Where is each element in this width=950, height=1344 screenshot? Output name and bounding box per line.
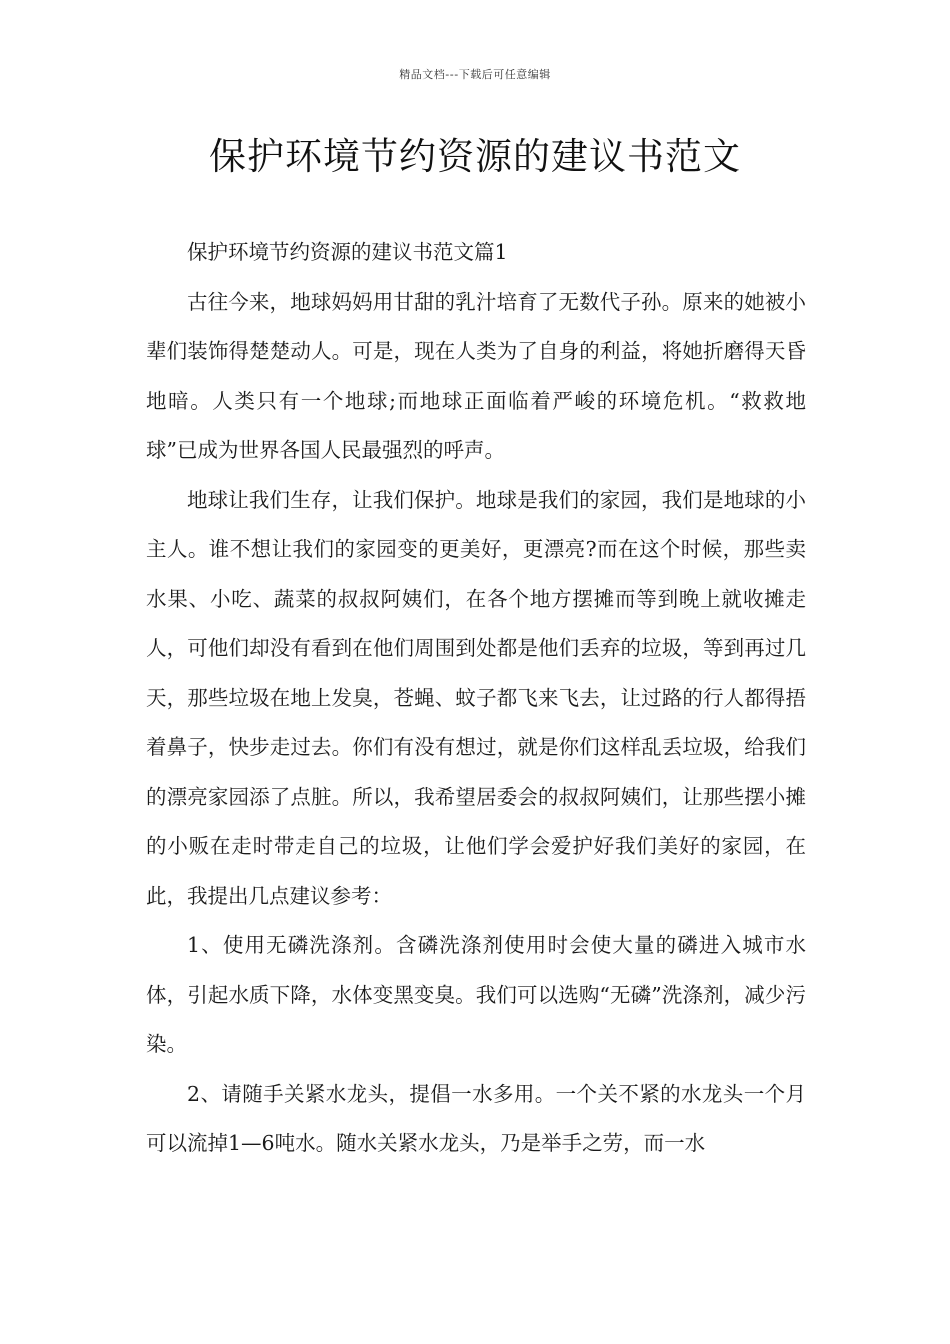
paragraph: 古往今来，地球妈妈用甘甜的乳汁培育了无数代子孙。原来的她被小辈们装饰得楚楚动人。可是，现在人类为了自身的利益，将她折磨得天昏地暗。人类只有一个地球;而地球正面临着严峻的环境危机。“救救地球”已成为世界各国人民最强烈的呼声。 [146, 289, 806, 462]
paragraph: 2、请随手关紧水龙头，提倡一水多用。一个关不紧的水龙头一个月可以流掉1—6吨水。随水关紧水龙头，乃是举手之劳，而一水 [146, 1081, 806, 1155]
paragraph: 1、使用无磷洗涤剂。含磷洗涤剂使用时会使大量的磷进入城市水体，引起水质下降，水体变黑变臭。我们可以选购“无磷”洗涤剂，减少污染。 [146, 933, 806, 1056]
paragraph: 地球让我们生存，让我们保护。地球是我们的家园，我们是地球的小主人。谁不想让我们的家园变的更美好，更漂亮?而在这个时候，那些卖水果、小吃、蔬菜的叔叔阿姨们，在各个地方摆摊而等到晚上就收摊走人，可他们却没有看到在他们周围到处都是他们丢弃的垃圾，等到再过几天，那些垃圾在地上发臭，苍蝇、蚊子都飞来飞去，让过路的行人都得捂着鼻子，快步走过去。你们有没有想过，就是你们这样乱丢垃圾，给我们的漂亮家园添了点脏。所以，我希望居委会的叔叔阿姨们，让那些摆小摊的小贩在走时带走自己的垃圾，让他们学会爱护好我们美好的家园，在此，我提出几点建议参考： [146, 487, 806, 908]
document-body [146, 228, 806, 1169]
section-subtitle: 保护环境节约资源的建议书范文篇1 [187, 240, 508, 264]
document-title: 保护环境节约资源的建议书范文 [209, 135, 741, 178]
header-note: 精品文档---下载后可任意编辑 [399, 68, 551, 81]
